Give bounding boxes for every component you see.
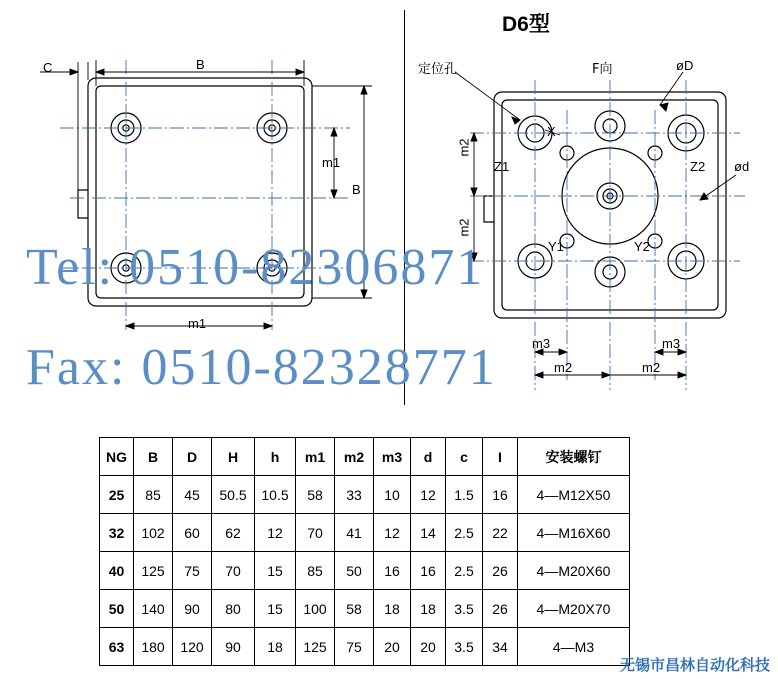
cell-m1: 58 xyxy=(296,476,335,514)
th-b: B xyxy=(134,438,173,476)
cell-c: 3.5 xyxy=(446,590,483,628)
label-locating-hole: 定位孔 xyxy=(418,62,458,77)
cell-h-lower: 15 xyxy=(255,552,296,590)
label-small-d: ød xyxy=(734,159,750,174)
cell-h-lower: 18 xyxy=(255,628,296,666)
label-Z1: Z1 xyxy=(494,159,510,174)
cell-h-lower: 10.5 xyxy=(255,476,296,514)
cell-b: 85 xyxy=(134,476,173,514)
label-Y2: Y2 xyxy=(634,239,650,254)
th-i: I xyxy=(483,438,518,476)
label-m3-left: m3 xyxy=(532,336,551,351)
label-Y1: Y1 xyxy=(548,239,564,254)
cell-m2: 58 xyxy=(335,590,374,628)
cell-d-small: 16 xyxy=(411,552,446,590)
cell-d-small: 20 xyxy=(411,628,446,666)
cell-mounting-screw: 4—M12X50 xyxy=(518,476,630,514)
cell-i: 26 xyxy=(483,552,518,590)
label-m1-right: m1 xyxy=(322,155,341,170)
cell-mounting-screw: 4—M16X60 xyxy=(518,514,630,552)
page-title: D6型 xyxy=(502,13,550,36)
cell-b: 180 xyxy=(134,628,173,666)
cell-ng: 63 xyxy=(100,628,134,666)
label-m2-bottom-right: m2 xyxy=(642,360,661,375)
th-m1: m1 xyxy=(296,438,335,476)
cell-h-upper: 50.5 xyxy=(212,476,255,514)
label-B-right: B xyxy=(352,182,361,197)
company-footer: 无锡市昌林自动化科技 xyxy=(619,656,770,674)
th-h-upper: H xyxy=(212,438,255,476)
label-Z2: Z2 xyxy=(690,159,706,174)
label-m1-bottom: m1 xyxy=(188,316,207,331)
cell-m2: 50 xyxy=(335,552,374,590)
label-m2-bottom-left: m2 xyxy=(554,360,573,375)
th-m3: m3 xyxy=(374,438,411,476)
cell-i: 34 xyxy=(483,628,518,666)
table-row xyxy=(100,514,630,552)
th-ng: NG xyxy=(100,438,134,476)
th-h-lower: h xyxy=(255,438,296,476)
th-d-small: d xyxy=(411,438,446,476)
cell-c: 2.5 xyxy=(446,514,483,552)
table-row xyxy=(100,476,630,514)
th-c: c xyxy=(446,438,483,476)
cell-d: 90 xyxy=(173,590,212,628)
cell-d: 45 xyxy=(173,476,212,514)
label-C: C xyxy=(43,60,53,75)
cell-d-small: 18 xyxy=(411,590,446,628)
cell-h-upper: 80 xyxy=(212,590,255,628)
table-row xyxy=(100,590,630,628)
cell-mounting-screw: 4—M20X70 xyxy=(518,590,630,628)
th-m2: m2 xyxy=(335,438,374,476)
cell-b: 102 xyxy=(134,514,173,552)
cell-d: 75 xyxy=(173,552,212,590)
cell-h-lower: 15 xyxy=(255,590,296,628)
cell-m3: 12 xyxy=(374,514,411,552)
cell-h-upper: 90 xyxy=(212,628,255,666)
cell-h-upper: 70 xyxy=(212,552,255,590)
label-m2-left-bottom: m2 xyxy=(456,218,472,237)
watermark-fax: Fax: 0510-82328771 xyxy=(26,339,497,396)
label-F-direction: F向 xyxy=(592,62,613,77)
table-row xyxy=(100,628,630,666)
cell-ng: 25 xyxy=(100,476,134,514)
cell-b: 125 xyxy=(134,552,173,590)
cell-c: 3.5 xyxy=(446,628,483,666)
label-B-top: B xyxy=(196,57,205,72)
cell-mounting-screw: 4—M20X60 xyxy=(518,552,630,590)
cell-i: 26 xyxy=(483,590,518,628)
cell-b: 140 xyxy=(134,590,173,628)
cell-m1: 125 xyxy=(296,628,335,666)
cell-d-small: 14 xyxy=(411,514,446,552)
table-header-row xyxy=(100,438,630,476)
th-mounting-screw: 安装螺钉 xyxy=(518,438,630,476)
cell-m2: 41 xyxy=(335,514,374,552)
watermark-tel: Tel: 0510-82306871 xyxy=(26,239,485,296)
cell-h-lower: 12 xyxy=(255,514,296,552)
cell-m2: 75 xyxy=(335,628,374,666)
cell-c: 1.5 xyxy=(446,476,483,514)
cell-d: 120 xyxy=(173,628,212,666)
cell-ng: 40 xyxy=(100,552,134,590)
dimension-table xyxy=(99,437,630,666)
cell-m3: 16 xyxy=(374,552,411,590)
table-row xyxy=(100,552,630,590)
cell-m3: 18 xyxy=(374,590,411,628)
cell-m3: 10 xyxy=(374,476,411,514)
label-m2-left-top: m2 xyxy=(456,138,472,157)
cell-m2: 33 xyxy=(335,476,374,514)
label-big-D: øD xyxy=(676,58,694,73)
cell-mounting-screw: 4—M3 xyxy=(518,628,630,666)
cell-ng: 50 xyxy=(100,590,134,628)
label-m3-right: m3 xyxy=(662,336,681,351)
cell-i: 16 xyxy=(483,476,518,514)
th-d: D xyxy=(173,438,212,476)
cell-d-small: 12 xyxy=(411,476,446,514)
cell-m1: 85 xyxy=(296,552,335,590)
cell-m1: 100 xyxy=(296,590,335,628)
cell-d: 60 xyxy=(173,514,212,552)
cell-ng: 32 xyxy=(100,514,134,552)
cell-h-upper: 62 xyxy=(212,514,255,552)
cell-m1: 70 xyxy=(296,514,335,552)
cell-c: 2.5 xyxy=(446,552,483,590)
cell-i: 22 xyxy=(483,514,518,552)
label-X: X xyxy=(547,124,556,139)
cell-m3: 20 xyxy=(374,628,411,666)
